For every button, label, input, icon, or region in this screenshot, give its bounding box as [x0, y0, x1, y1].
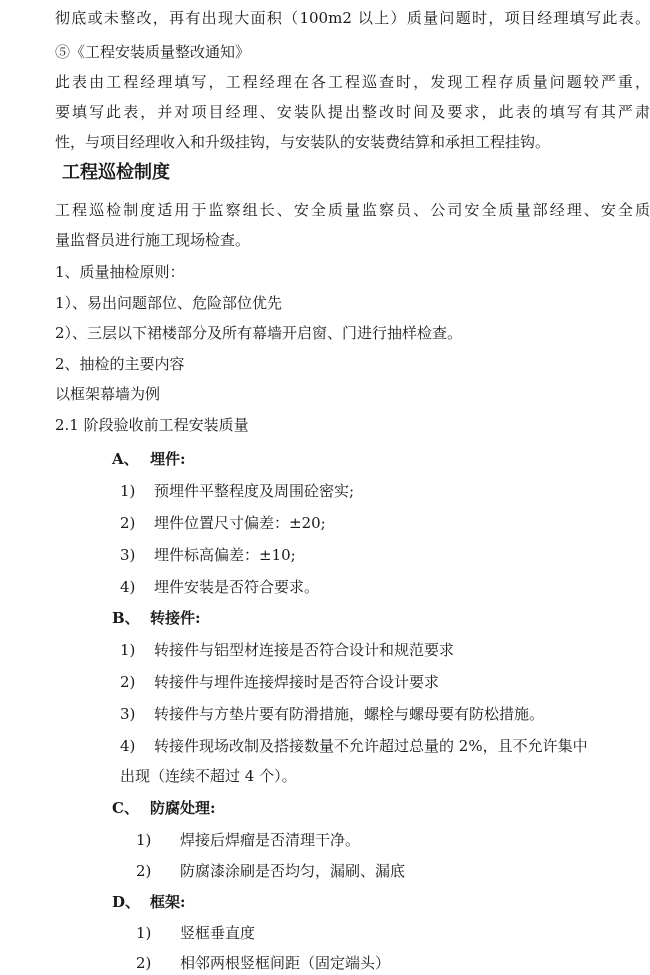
form-title: ⑤《工程安装质量整改通知》 [55, 43, 251, 61]
item-text: 防腐漆涂刷是否均匀，漏刷、漏底 [180, 862, 406, 880]
section-b-heading [112, 608, 201, 628]
paragraph-line: 工程巡检制度适用于监察组长、安全质量监察员、公司安全质量部经理、安全质 [55, 201, 650, 219]
item-number: 4) [120, 737, 136, 755]
paragraph-line: 以框架幕墙为例 [55, 385, 161, 403]
list-item: 1）、易出问题部位、危险部位优先 [55, 294, 283, 312]
item-number: 4) [120, 578, 136, 596]
list-heading: 2、抽检的主要内容 [55, 355, 185, 373]
section-title: 框架: [150, 893, 186, 911]
item-text: 相邻两根竖框间距（固定端头） [180, 954, 391, 972]
item-number: 2) [120, 673, 136, 691]
list-item [136, 923, 255, 943]
list-item [120, 672, 439, 692]
item-text: 埋件标高偏差：±10; [154, 546, 296, 564]
subsection-heading: 2.1 阶段验收前工程安装质量 [55, 416, 249, 434]
paragraph-line: 量监督员进行施工现场检查。 [55, 231, 251, 249]
section-key: D、 [112, 893, 141, 911]
section-c-heading [112, 798, 216, 818]
list-item [120, 577, 319, 597]
item-text: 竖框垂直度 [180, 924, 256, 942]
section-title: 埋件: [150, 450, 186, 468]
item-number: 2) [136, 862, 152, 880]
item-text: 埋件位置尺寸偏差：±20; [154, 514, 326, 532]
paragraph-line: 此表由工程经理填写，工程经理在各工程巡查时，发现工程存质量问题较严重， [55, 73, 650, 91]
item-text: 焊接后焊瘤是否清理干净。 [180, 831, 361, 849]
item-text: 转接件与方垫片要有防滑措施，螺栓与螺母要有防松措施。 [154, 705, 545, 723]
list-item [120, 545, 296, 565]
item-number: 1) [136, 831, 152, 849]
item-number: 2) [136, 954, 152, 972]
section-a-heading [112, 449, 186, 469]
section-title: 防腐处理: [150, 799, 216, 817]
list-item [120, 736, 588, 756]
section-key: A、 [112, 450, 139, 468]
list-item [120, 513, 326, 533]
item-number: 3) [120, 546, 136, 564]
item-text: 转接件与埋件连接焊接时是否符合设计要求 [154, 673, 440, 691]
item-number: 3) [120, 705, 136, 723]
list-item-continuation: 出现（连续不超过 4 个）。 [120, 767, 297, 785]
item-text: 转接件现场改制及搭接数量不允许超过总量的 2%，且不允许集中 [154, 737, 588, 755]
list-heading: 1、质量抽检原则： [55, 263, 185, 281]
paragraph-line: 彻底或未整改，再有出现大面积（100m2 以上）质量问题时，项目经理填写此表。 [55, 9, 650, 27]
section-d-heading [112, 892, 186, 912]
list-item [136, 830, 360, 850]
section-key: C、 [112, 799, 139, 817]
item-number: 1) [120, 641, 136, 659]
list-item [120, 704, 544, 724]
paragraph-line: 要填写此表，并对项目经理、安装队提出整改时间及要求，此表的填写有其严肃 [55, 103, 650, 121]
list-item [136, 953, 390, 973]
item-number: 2) [120, 514, 136, 532]
list-item [120, 640, 454, 660]
paragraph-line: 性，与项目经理收入和升级挂钩，与安装队的安装费结算和承担工程挂钩。 [55, 133, 551, 151]
list-item [120, 481, 354, 501]
item-text: 埋件安装是否符合要求。 [154, 578, 320, 596]
item-number: 1) [136, 924, 152, 942]
section-title: 转接件: [150, 609, 201, 627]
section-key: B、 [112, 609, 140, 627]
section-heading: 工程巡检制度 [62, 162, 170, 183]
item-text: 转接件与铝型材连接是否符合设计和规范要求 [154, 641, 455, 659]
item-text: 预埋件平整程度及周围砼密实; [154, 482, 355, 500]
list-item [136, 861, 405, 881]
item-number: 1) [120, 482, 136, 500]
list-item: 2）、三层以下裙楼部分及所有幕墙开启窗、门进行抽样检查。 [55, 324, 463, 342]
